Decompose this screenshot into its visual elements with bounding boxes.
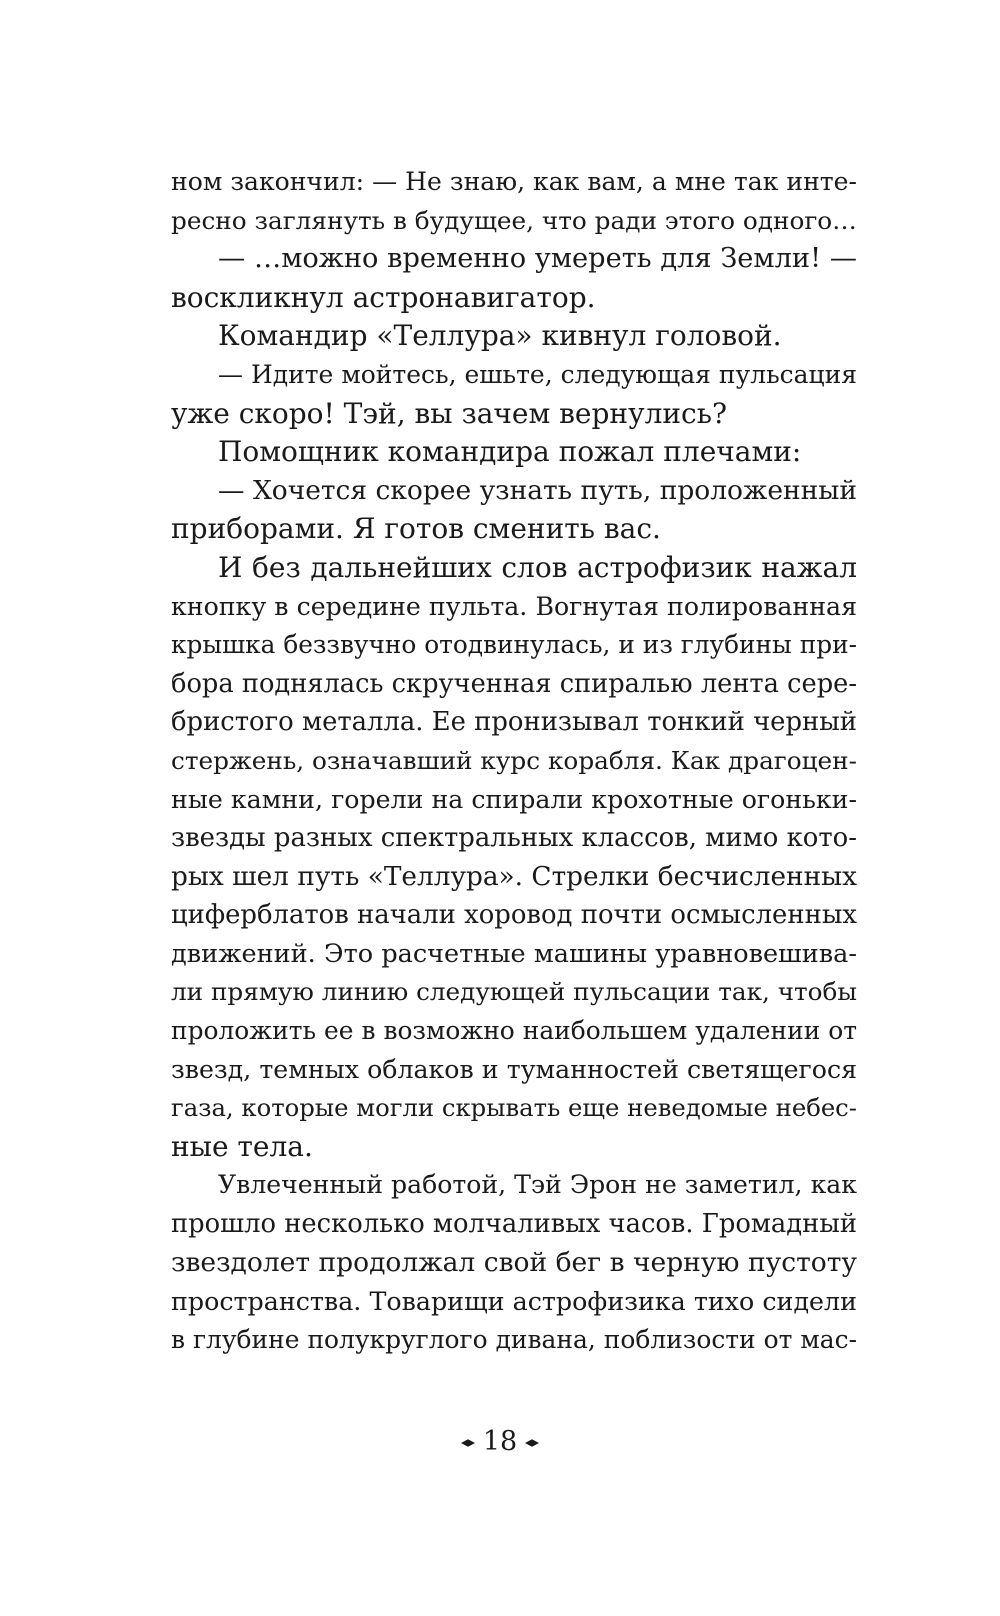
text-line: ном закончил: — Не знаю, как вам, а мне так инте- <box>171 167 857 196</box>
text-line: воскликнул астронавигатор. <box>171 280 596 314</box>
text-line: ные камни, горели на спирали крохотные огоньки- <box>171 784 857 814</box>
body-text <box>171 163 857 1359</box>
text-line: пространства. Товарищи астрофизика тихо сидели <box>171 1286 857 1317</box>
text-line: циферблатов начали хоровод почти осмысленных <box>171 900 857 931</box>
text-line: рых шел путь «Теллура». Стрелки бесчисленных <box>171 861 857 892</box>
text-line: звезд, темных облаков и туманностей светящегося <box>171 1054 857 1084</box>
text-line: Командир «Теллура» кивнул головой. <box>218 319 782 353</box>
text-line: Помощник командира пожал плечами: <box>218 435 802 469</box>
text-line: И без дальнейших слов астрофизик нажал <box>218 550 857 584</box>
text-line: уже скоро! Тэй, вы зачем вернулись? <box>171 396 727 430</box>
text-line: приборами. Я готов сменить вас. <box>171 512 661 546</box>
text-line: прошло несколько молчаливых часов. Громадный <box>171 1209 857 1240</box>
text-line: крышка беззвучно отодвинулась, и из глубины при- <box>171 630 857 660</box>
text-line: — …можно временно умереть для Земли! — <box>218 243 857 275</box>
text-line: звездолет продолжал свой бег в черную пустоту <box>171 1246 857 1278</box>
text-line: — Идите мойтесь, ешьте, следующая пульсация <box>218 359 857 389</box>
page-folio <box>0 1426 1000 1458</box>
text-line: звезды разных спектральных классов, мимо кото- <box>171 823 857 854</box>
text-line: в глубине полукруглого дивана, поблизости от мас- <box>171 1324 857 1354</box>
text-line: Увлеченный работой, Тэй Эрон не заметил, как <box>218 1170 857 1200</box>
text-line: кнопку в середине пульта. Вогнутая полированная <box>171 591 857 621</box>
text-line: стержень, означавший курс корабля. Как драгоцен- <box>171 745 857 775</box>
right-ornament-icon <box>525 1436 539 1450</box>
text-line: ресно заглянуть в будущее, что ради этого одного… <box>171 205 857 235</box>
text-line: движений. Это расчетные машины уравновешива- <box>171 938 857 969</box>
text-line: — Хочется скорее узнать путь, проложенный <box>218 474 857 506</box>
page-number: 18 <box>482 1426 518 1457</box>
left-ornament-icon <box>461 1436 475 1450</box>
text-line: бора поднялась скрученная спиралью лента сере- <box>171 668 857 699</box>
text-line: ли прямую линию следующей пульсации так, чтобы <box>171 977 857 1007</box>
text-line: проложить ее в возможно наибольшем удалении от <box>171 1016 857 1046</box>
text-line: бристого металла. Ее пронизывал тонкий черный <box>171 707 857 738</box>
text-line: ные тела. <box>171 1129 313 1163</box>
text-line: газа, которые могли скрывать еще неведомые небес- <box>171 1093 857 1123</box>
